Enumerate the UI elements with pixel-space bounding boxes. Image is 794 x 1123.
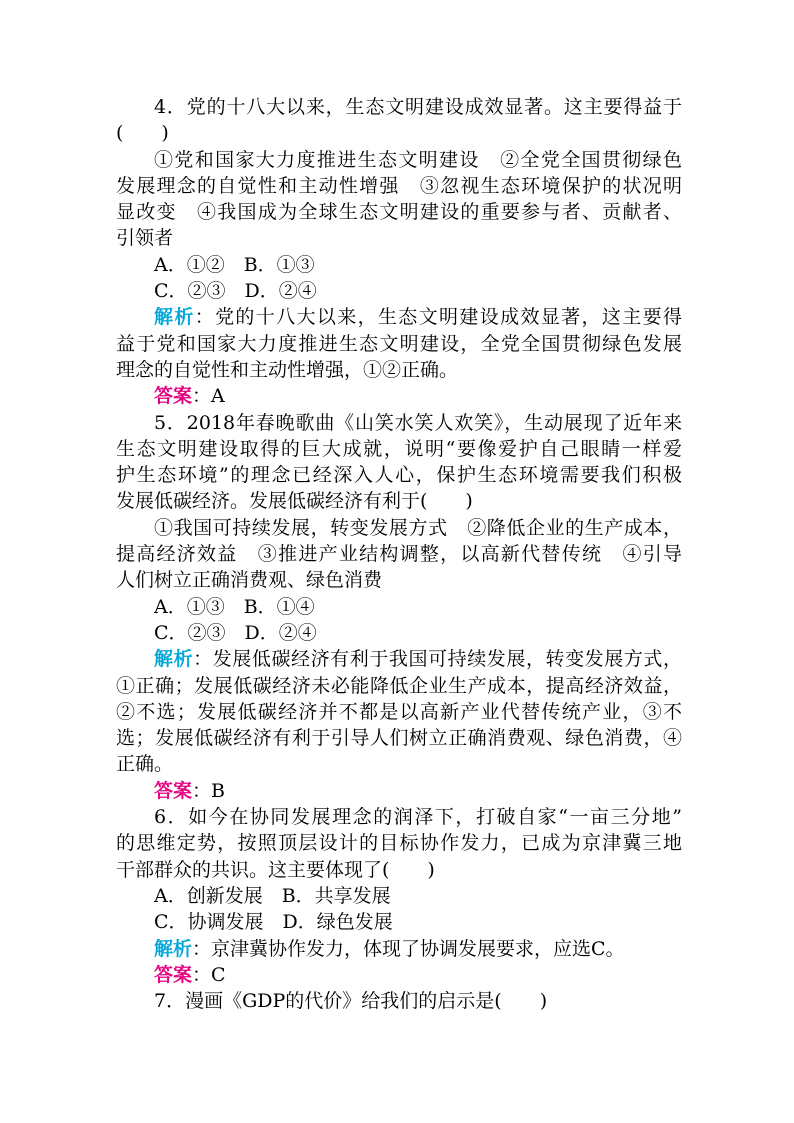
q6-stem-line-2: 的思维定势，按照顶层设计的目标协作发力，已成为京津冀三地 bbox=[116, 832, 682, 855]
q4-answer-label: 答案 bbox=[154, 385, 193, 408]
q5-stem-line-2: 生态文明建设取得的巨大成就，说明“要像爱护自己眼睛一样爱 bbox=[116, 437, 682, 460]
q4-options-line-4: 引领者 bbox=[116, 227, 174, 250]
q5-analysis-line-1 bbox=[116, 646, 682, 672]
q4-answer-value: ：A bbox=[192, 385, 225, 408]
q5-analysis-line-3: ②不选；发展低碳经济并不都是以高新产业代替传统产业，③不 bbox=[116, 700, 682, 723]
q4-analysis-line-3: 理念的自觉性和主动性增强，①②正确。 bbox=[116, 358, 459, 381]
q4-stem-line-2: ( ) bbox=[116, 122, 169, 145]
q5-stem-line-4: 发展低碳经济。发展低碳经济有利于( ) bbox=[116, 490, 473, 513]
q5-choices-line-1: A．①③ B．①④ bbox=[154, 595, 315, 618]
q6-answer-value: ：C bbox=[192, 963, 226, 986]
q6-analysis-line-1 bbox=[116, 936, 682, 962]
q5-options-line-2: 提高经济效益 ③推进产业结构调整，以高新代替传统 ④引导 bbox=[116, 543, 682, 566]
q6-stem-line-3: 干部群众的共识。这主要体现了( ) bbox=[116, 858, 435, 881]
q5-stem-line-3: 护生态环境”的理念已经深入人心，保护生态环境需要我们积极 bbox=[116, 464, 682, 487]
q4-choices-line-1: A．①② B．①③ bbox=[154, 253, 315, 276]
q5-answer-label: 答案 bbox=[154, 779, 193, 802]
q6-choices-line-2: C．协调发展 D．绿色发展 bbox=[154, 911, 393, 934]
q4-analysis-text-1: ：党的十八大以来，生态文明建设成效显著，这主要得 bbox=[194, 306, 682, 329]
q6-choices-line-1: A．创新发展 B．共享发展 bbox=[154, 884, 391, 907]
q4-analysis-label: 解析 bbox=[154, 306, 195, 329]
q5-stem-line-1: 5．2018年春晚歌曲《山笑水笑人欢笑》，生动展现了近年来 bbox=[154, 411, 682, 434]
q5-analysis-line-2: ①正确；发展低碳经济未必能降低企业生产成本，提高经济效益， bbox=[116, 674, 682, 697]
q4-options-line-3: 显改变 ④我国成为全球生态文明建设的重要参与者、贡献者、 bbox=[116, 201, 682, 224]
q6-analysis-label: 解析 bbox=[154, 937, 193, 960]
q4-options-line-2: 发展理念的自觉性和主动性增强 ③忽视生态环境保护的状况明 bbox=[116, 174, 682, 197]
q4-analysis-line-2: 益于党和国家大力度推进生态文明建设，全党全国贯彻绿色发展 bbox=[116, 332, 682, 355]
q7-stem-line-1: 7．漫画《GDP的代价》给我们的启示是( ) bbox=[154, 990, 548, 1013]
q4-stem-line-1: 4．党的十八大以来，生态文明建设成效显著。这主要得益于 bbox=[154, 96, 682, 118]
q5-analysis-line-4: 选；发展低碳经济有利于引导人们树立正确消费观、绿色消费，④ bbox=[116, 727, 682, 750]
q5-choices-line-2: C．②③ D．②④ bbox=[154, 621, 317, 644]
q6-analysis-text-1: ：京津冀协作发力，体现了协调发展要求，应选C。 bbox=[192, 937, 625, 960]
q4-analysis-line-1 bbox=[116, 304, 682, 330]
q5-options-line-1: ①我国可持续发展，转变发展方式 ②降低企业的生产成本， bbox=[154, 516, 682, 539]
q5-options-line-3: 人们树立正确消费观、绿色消费 bbox=[116, 569, 383, 592]
q5-analysis-label: 解析 bbox=[154, 648, 194, 671]
q4-answer-line bbox=[116, 383, 682, 409]
q4-options-line-1: ①党和国家大力度推进生态文明建设 ②全党全国贯彻绿色 bbox=[154, 148, 682, 171]
q5-analysis-text-1: ：发展低碳经济有利于我国可持续发展，转变发展方式， bbox=[193, 648, 682, 671]
q5-answer-line bbox=[116, 778, 682, 804]
q5-analysis-line-5: 正确。 bbox=[116, 753, 174, 776]
q4-choices-line-2: C．②③ D．②④ bbox=[154, 280, 317, 303]
q5-answer-value: ：B bbox=[192, 779, 225, 802]
question-content bbox=[116, 94, 682, 1014]
q6-answer-label: 答案 bbox=[154, 963, 193, 986]
q6-stem-line-1: 6．如今在协同发展理念的润泽下，打破自家“一亩三分地” bbox=[154, 806, 682, 829]
q6-answer-line bbox=[116, 962, 682, 988]
